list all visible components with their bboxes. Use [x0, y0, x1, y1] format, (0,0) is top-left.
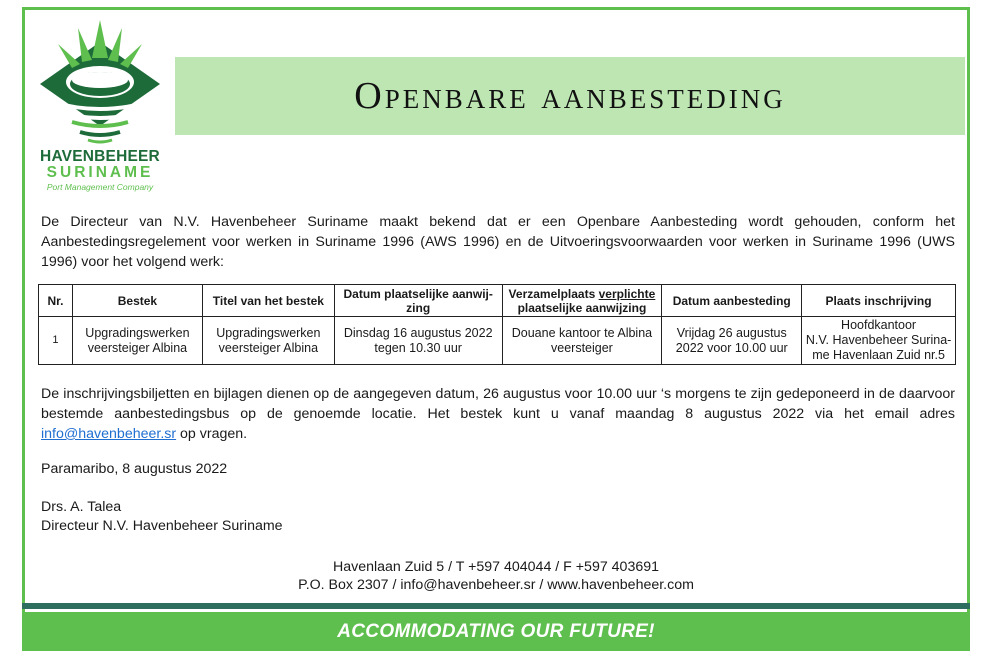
header-plaats: Plaats inschrijving	[802, 285, 956, 317]
cell-plaats-line1: Hoofdkantoor	[841, 318, 917, 332]
logo-sub: SURINAME	[46, 164, 154, 181]
header-verzamelplaats	[502, 285, 662, 317]
logo-name: HAVENBEHEER	[40, 148, 160, 165]
email-link[interactable]: info@havenbeheer.sr	[41, 426, 177, 442]
cell-nr: 1	[39, 317, 73, 365]
footer-divider	[22, 603, 970, 609]
header-titel: Titel van het bestek	[202, 285, 334, 317]
cell-plaats	[802, 317, 956, 365]
cell-verzamelplaats: Douane kantoor te Albina veersteiger	[502, 317, 662, 365]
header-verzamel-c: plaatselijke aanwijzing	[517, 300, 647, 315]
table-row	[39, 317, 956, 365]
signature-title: Directeur N.V. Havenbeheer Suriname	[41, 518, 283, 534]
body-suffix: op vragen.	[176, 426, 248, 442]
header-datum-aanbesteding: Datum aanbesteding	[662, 285, 802, 317]
page-title: Openbare aanbesteding	[354, 75, 786, 117]
date-line: Paramaribo, 8 augustus 2022	[41, 461, 228, 477]
logo-tagline: Port Management Company	[46, 182, 154, 192]
header-nr: Nr.	[39, 285, 73, 317]
cell-datum-aanbesteding: Vrijdag 26 augustus 2022 voor 10.00 uur	[662, 317, 802, 365]
cell-titel: Upgradingswerken veersteiger Albina	[202, 317, 334, 365]
slogan-bar	[22, 612, 970, 651]
logo-emblem-icon	[30, 18, 170, 146]
header-datum-aanwijzing: Datum plaatselijke aanwij-zing	[334, 285, 502, 317]
cell-plaats-line2: N.V. Havenbeheer Surina-me Havenlaan Zuid nr.5	[805, 333, 952, 362]
body-paragraph	[41, 384, 955, 444]
header-verzamel-a: Verzamelplaats	[508, 286, 599, 301]
header-verzamel-b: verplichte	[598, 286, 656, 301]
header-bestek: Bestek	[72, 285, 202, 317]
signature-name: Drs. A. Talea	[41, 499, 122, 515]
title-banner	[175, 57, 965, 135]
footer-address-2: P.O. Box 2307 / info@havenbeheer.sr / www.havenbeheer.com	[298, 577, 694, 593]
table-header-row	[39, 285, 956, 317]
intro-paragraph: De Directeur van N.V. Havenbeheer Suriname maakt bekend dat er een Openbare Aanbesteding wordt gehouden, conform het Aanbestedingsregelement voor werken in Suriname 1996 (AWS 1996) en de Uitvoeringsvoorwaarden voor werken in Suriname 1996 (UWS 1996) voor het volgend werk:	[41, 214, 955, 270]
slogan-text: ACCOMMODATING OUR FUTURE!	[337, 620, 655, 642]
cell-bestek: Upgradingswerken veersteiger Albina	[72, 317, 202, 365]
havenbeheer-logo	[30, 18, 170, 198]
cell-datum-aanwijzing: Dinsdag 16 augustus 2022 tegen 10.30 uur	[334, 317, 502, 365]
footer-address-1: Havenlaan Zuid 5 / T +597 404044 / F +597 403691	[332, 559, 660, 575]
body-text: De inschrijvingsbiljetten en bijlagen dienen op de aangegeven datum, 26 augustus voor 10.00 uur ‘s morgens te zijn gedeponeerd in de daarvoor bestemde aanbestedingsbus op de genoemde locatie. Het bestek kunt u vanaf maandag 8 augustus 2022 via het email adres	[41, 386, 955, 422]
tender-table	[38, 284, 956, 365]
